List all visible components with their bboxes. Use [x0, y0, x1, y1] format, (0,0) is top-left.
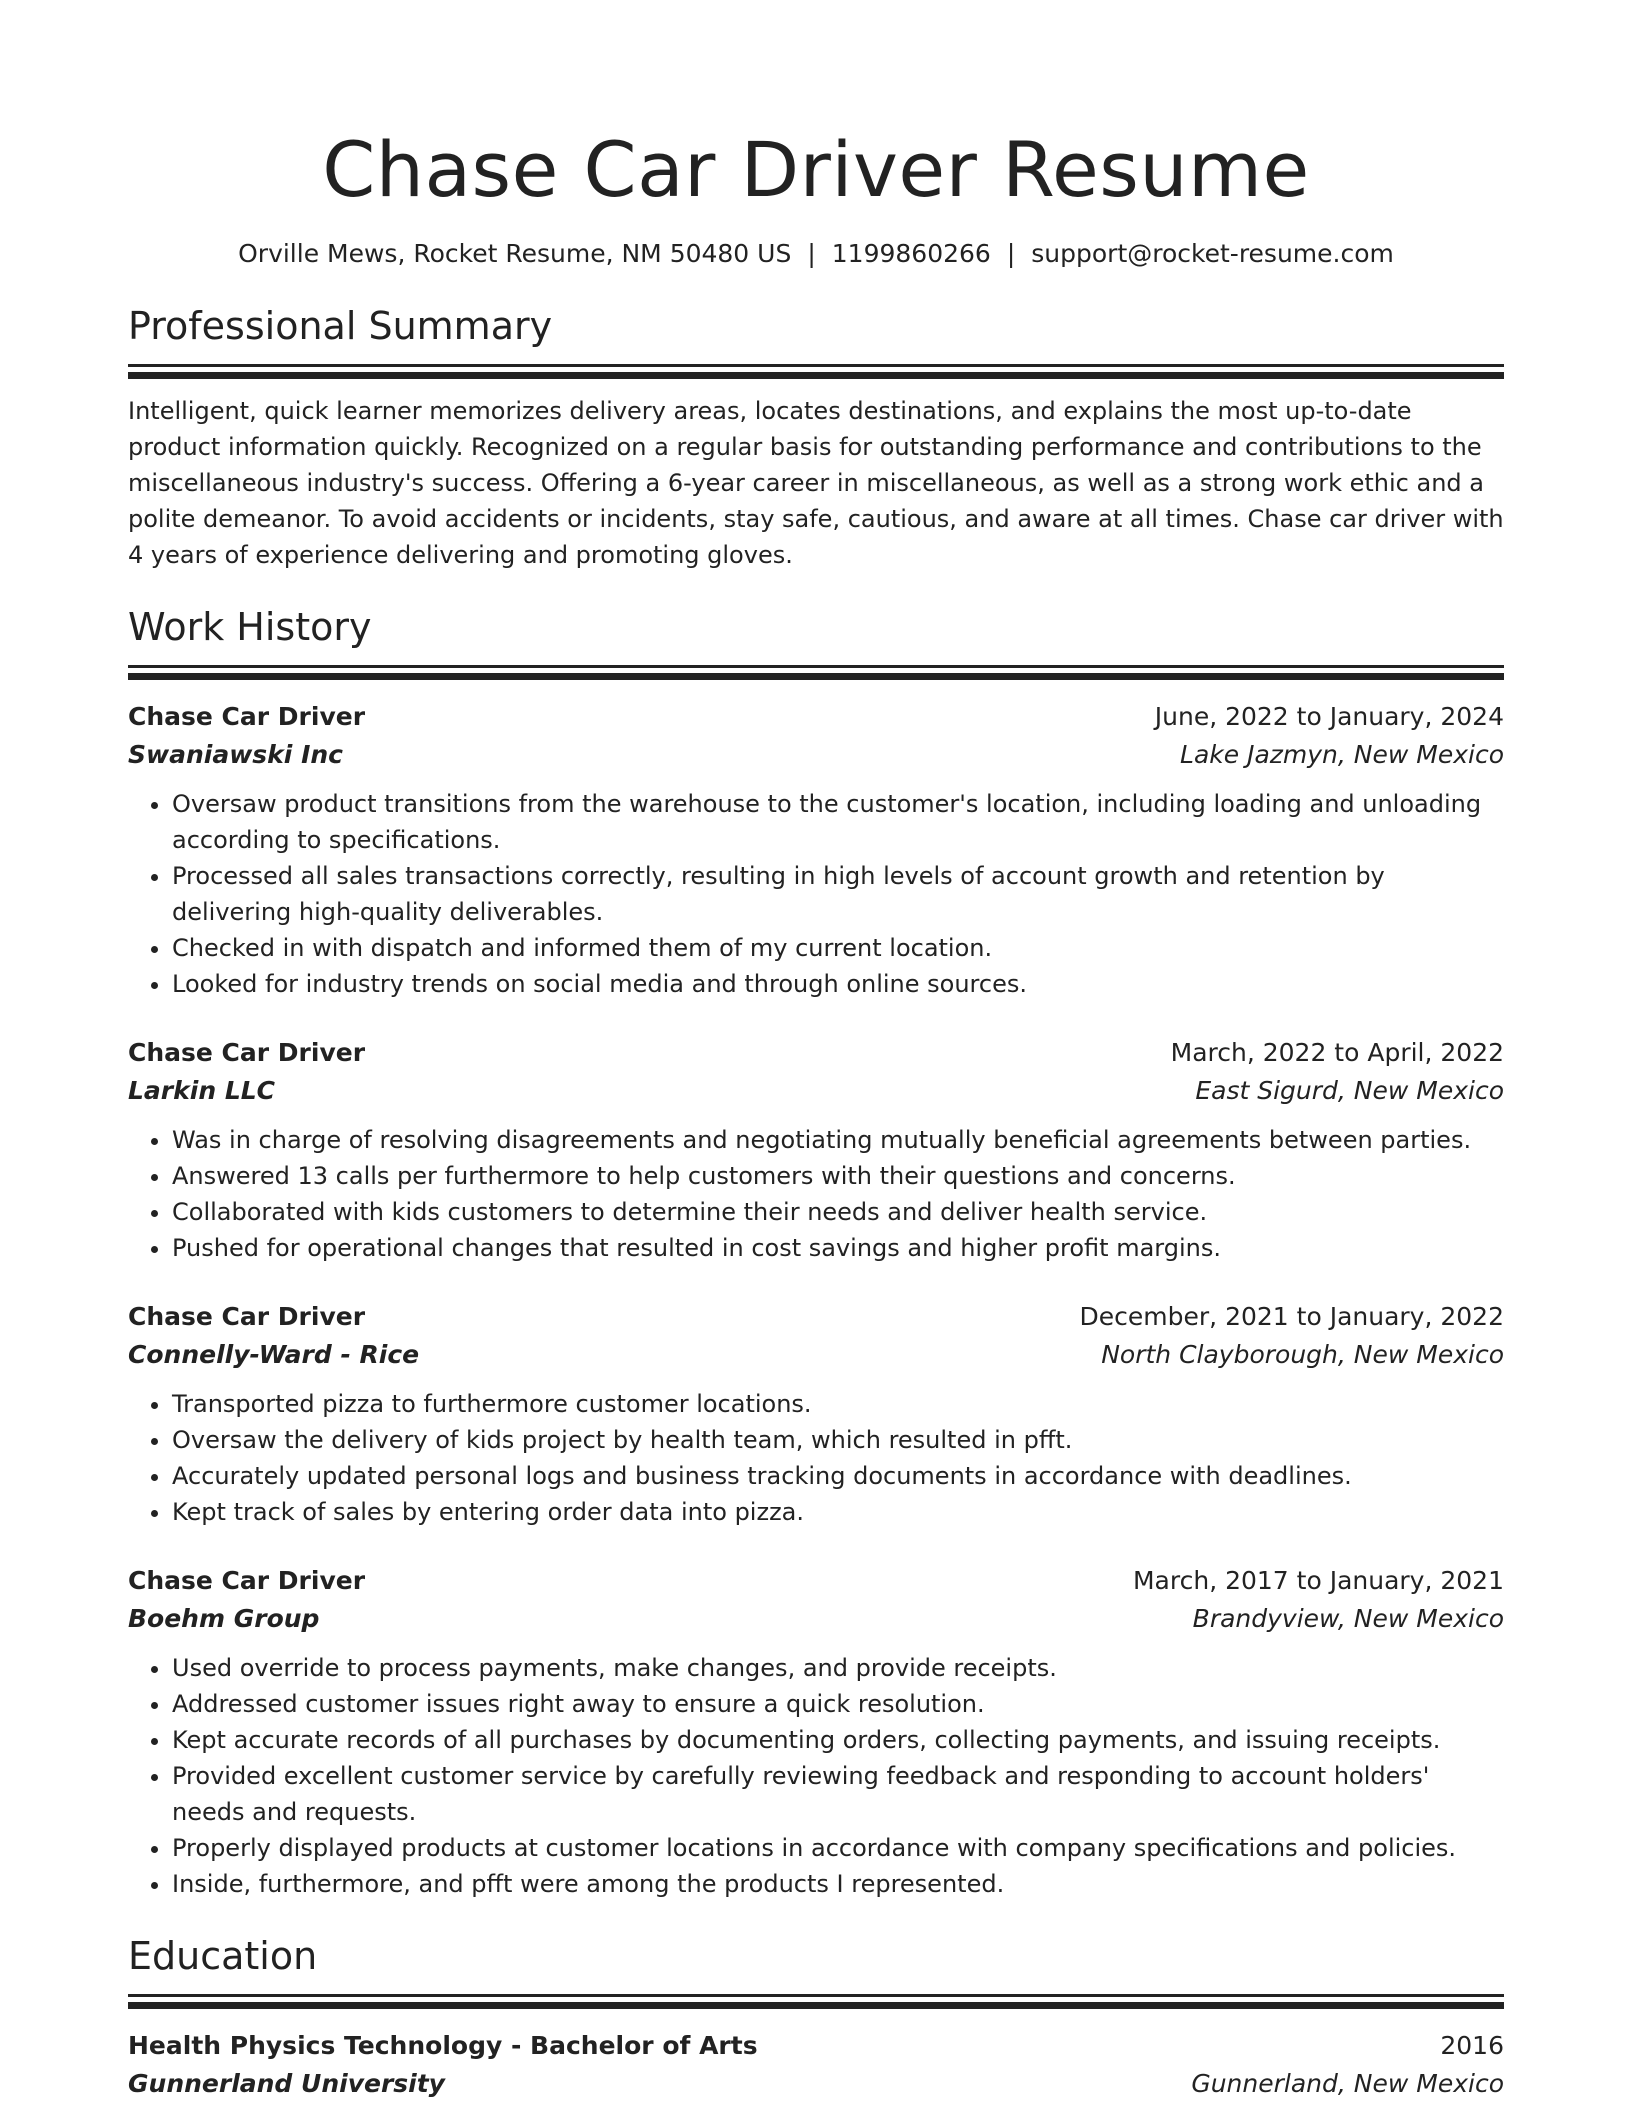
summary-text: Intelligent, quick learner memorizes delivery areas, locates destinations, and explains the most up-to-date product information quickly. Recognized on a regular basis for outstanding performance and contributions to the miscellaneous industry's success. Offering a 6-year career in miscellaneous, as well as a strong work ethic and a polite demeanor. To avoid accidents or incidents, stay safe, cautious, and aware at all times. Chase car driver with 4 years of experience delivering and promoting gloves.	[128, 397, 1504, 569]
education-school: Gunnerland University	[128, 2069, 445, 2098]
education-section-header	[128, 1930, 1504, 2009]
education-header-row	[128, 2027, 1504, 2065]
job-bullet: • Transported pizza to furthermore customer locations.	[172, 1386, 1504, 1422]
resume-title: Chase Car Driver Resume	[322, 125, 1310, 214]
job-bullet: • Processed all sales transactions correctly, resulting in high levels of account growth and retention by delivering high-quality deliverables.	[172, 858, 1504, 930]
job-company-row	[128, 1072, 1504, 1110]
job-location: Lake Jazmyn, New Mexico	[1180, 740, 1504, 769]
work-section-title: Work History	[128, 605, 372, 649]
education-school-row	[128, 2065, 1504, 2103]
education-degree: Health Physics Technology - Bachelor of Arts	[128, 2031, 758, 2060]
job-bullet: • Accurately updated personal logs and business tracking documents in accordance with deadlines.	[172, 1458, 1504, 1494]
education-location: Gunnerland, New Mexico	[1191, 2069, 1504, 2098]
job-bullets	[128, 786, 1504, 1002]
job-title: Chase Car Driver	[128, 702, 366, 731]
job-bullet: • Oversaw the delivery of kids project by health team, which resulted in pfft.	[172, 1422, 1504, 1458]
job-bullet: • Kept accurate records of all purchases by documenting orders, collecting payments, and issuing receipts.	[172, 1722, 1504, 1758]
contact-phone: 1199860266	[831, 239, 991, 268]
job-entry	[128, 1562, 1504, 1902]
section-divider-thick	[128, 673, 1504, 680]
section-divider-thick	[128, 2002, 1504, 2009]
work-section-header	[128, 601, 1504, 680]
summary-section-title: Professional Summary	[128, 304, 553, 348]
job-bullet: • Addressed customer issues right away to ensure a quick resolution.	[172, 1686, 1504, 1722]
section-divider	[128, 364, 1504, 367]
job-title: Chase Car Driver	[128, 1038, 366, 1067]
job-header-row	[128, 1562, 1504, 1600]
job-location: Brandyview, New Mexico	[1192, 1604, 1504, 1633]
job-company-row	[128, 736, 1504, 774]
job-bullets	[128, 1650, 1504, 1902]
job-title: Chase Car Driver	[128, 1302, 366, 1331]
job-bullets	[128, 1122, 1504, 1266]
job-bullet: • Pushed for operational changes that resulted in cost savings and higher profit margins.	[172, 1230, 1504, 1266]
job-dates: March, 2022 to April, 2022	[1170, 1038, 1504, 1067]
job-bullet: • Used override to process payments, make changes, and provide receipts.	[172, 1650, 1504, 1686]
job-title: Chase Car Driver	[128, 1566, 366, 1595]
job-company: Boehm Group	[128, 1604, 320, 1633]
job-dates: December, 2021 to January, 2022	[1079, 1302, 1504, 1331]
job-company: Connelly-Ward - Rice	[128, 1340, 420, 1369]
contact-email: support@rocket-resume.com	[1031, 239, 1394, 268]
section-divider-thick	[128, 372, 1504, 379]
job-bullet: • Inside, furthermore, and pfft were among the products I represented.	[172, 1866, 1504, 1902]
education-entry	[128, 2027, 1504, 2103]
section-divider	[128, 1994, 1504, 1997]
job-header-row	[128, 1298, 1504, 1336]
contact-address: Orville Mews, Rocket Resume, NM 50480 US	[238, 239, 792, 268]
summary-section-header	[128, 300, 1504, 379]
job-company-row	[128, 1336, 1504, 1374]
job-bullet: • Collaborated with kids customers to determine their needs and deliver health service.	[172, 1194, 1504, 1230]
section-divider	[128, 665, 1504, 668]
job-bullet: • Properly displayed products at customer locations in accordance with company specifications and policies.	[172, 1830, 1504, 1866]
job-header-row	[128, 1034, 1504, 1072]
job-bullet: • Kept track of sales by entering order data into pizza.	[172, 1494, 1504, 1530]
contact-separator: |	[807, 239, 816, 268]
job-bullet: • Checked in with dispatch and informed them of my current location.	[172, 930, 1504, 966]
job-location: North Clayborough, New Mexico	[1101, 1340, 1504, 1369]
job-bullet: • Oversaw product transitions from the warehouse to the customer's location, including loading and unloading according to specifications.	[172, 786, 1504, 858]
job-entry	[128, 1298, 1504, 1530]
job-entry	[128, 698, 1504, 1002]
job-header-row	[128, 698, 1504, 736]
contact-separator: |	[1006, 239, 1016, 268]
job-bullet: • Looked for industry trends on social media and through online sources.	[172, 966, 1504, 1002]
job-company: Larkin LLC	[128, 1076, 276, 1105]
job-location: East Sigurd, New Mexico	[1195, 1076, 1504, 1105]
job-dates: March, 2017 to January, 2021	[1132, 1566, 1504, 1595]
contact-line	[128, 236, 1504, 272]
job-bullets	[128, 1386, 1504, 1530]
job-bullet: • Answered 13 calls per furthermore to help customers with their questions and concerns.	[172, 1158, 1504, 1194]
job-entry	[128, 1034, 1504, 1266]
job-dates: June, 2022 to January, 2024	[1154, 702, 1504, 731]
job-bullet: • Provided excellent customer service by carefully reviewing feedback and responding to account holders' needs and requests.	[172, 1758, 1504, 1830]
job-bullet: • Was in charge of resolving disagreements and negotiating mutually beneficial agreements between parties.	[172, 1122, 1504, 1158]
job-company: Swaniawski Inc	[128, 740, 344, 769]
education-section-title: Education	[128, 1934, 318, 1978]
education-year: 2016	[1440, 2031, 1504, 2060]
job-company-row	[128, 1600, 1504, 1638]
